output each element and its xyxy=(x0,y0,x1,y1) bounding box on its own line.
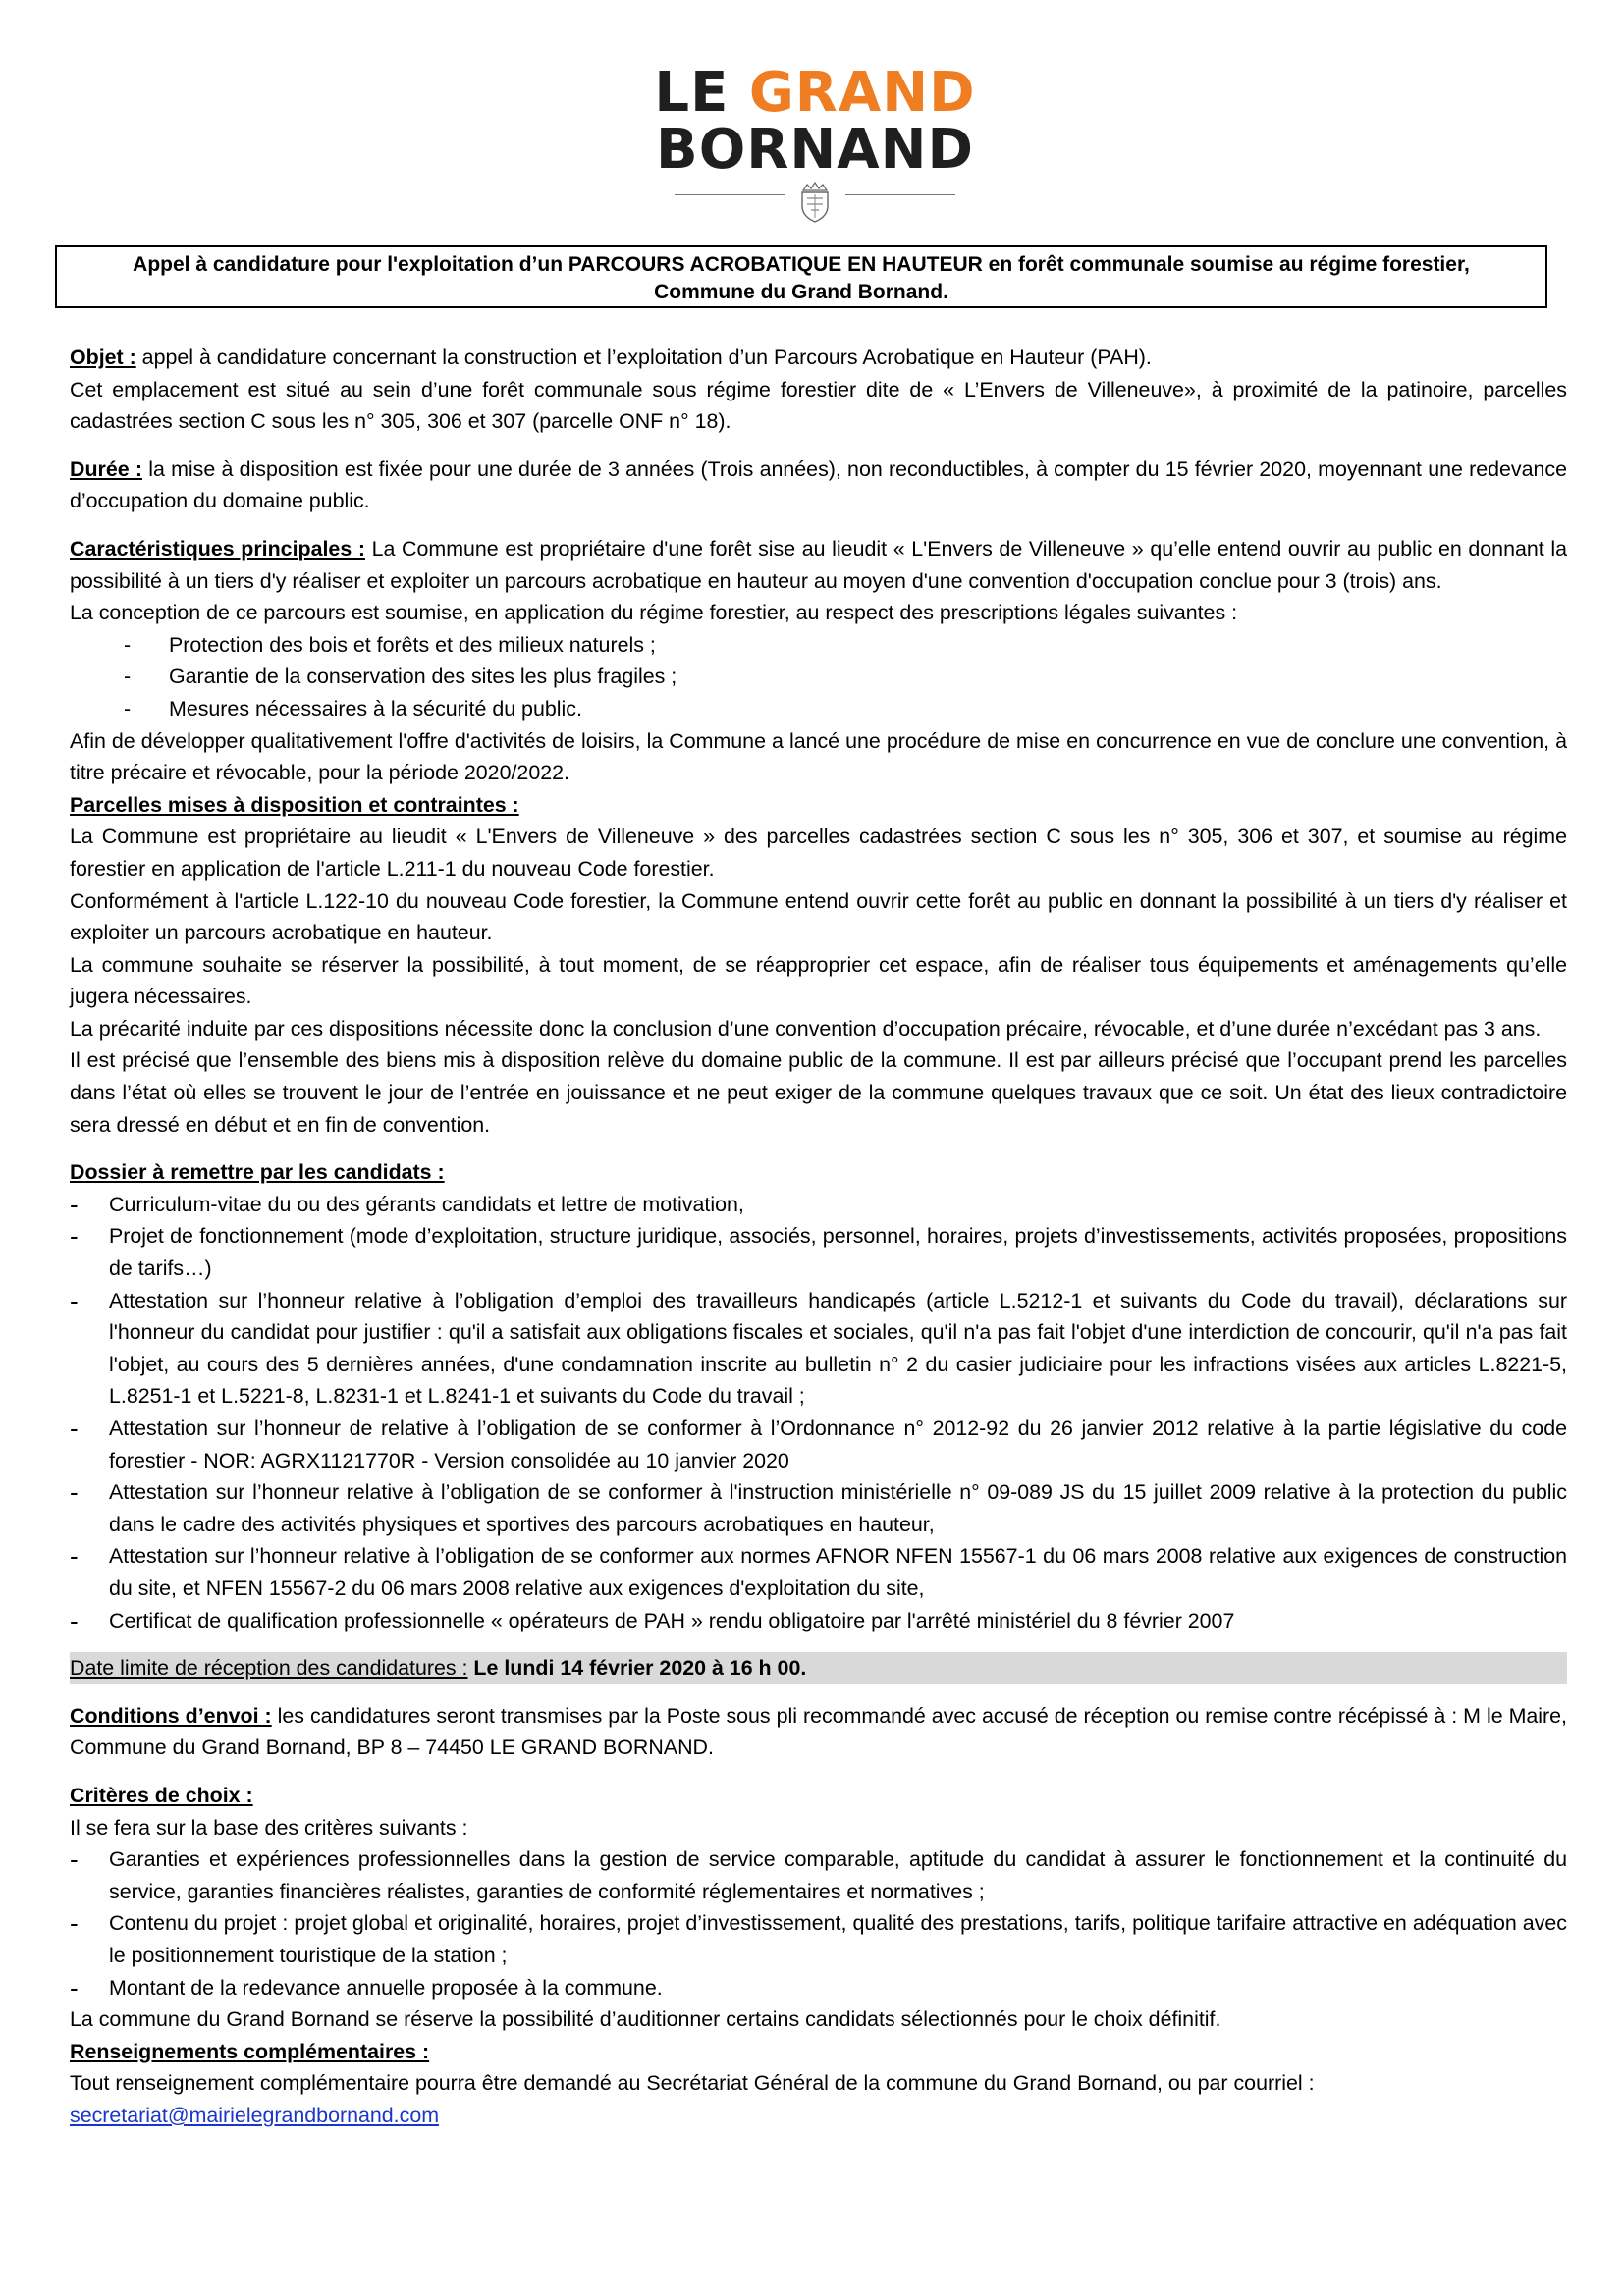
list-item xyxy=(70,1413,1567,1476)
list-item xyxy=(70,1189,1567,1221)
list-item xyxy=(70,1972,1567,2004)
parcelles-p4: La précarité induite par ces dispositions nécessite donc la conclusion d’une convention d’occupation précaire, révocable, et d’une durée n’excédant pas 3 ans. xyxy=(70,1016,1542,1041)
title-box xyxy=(55,245,1547,308)
list-marker: - xyxy=(70,1221,79,1252)
list-item xyxy=(70,1476,1567,1540)
logo-rule-left xyxy=(675,194,785,195)
criteres-label: Critères de choix : xyxy=(70,1783,253,1807)
caracteristiques-paragraph xyxy=(70,533,1567,597)
conditions-text: les candidatures seront transmises par la Poste sous pli recommandé avec accusé de réception ou remise contre récépissé à : M le Maire, Commune du Grand Bornand, BP 8 – 74450 LE GRAND BORNAND. xyxy=(70,1703,1567,1760)
list-item-text: Projet de fonctionnement (mode d’exploitation, structure juridique, associés, personnel, horaires, projets d’investissements, activités proposées, propositions de tarifs…) xyxy=(109,1224,1567,1281)
logo-word-le: LE xyxy=(654,61,730,125)
parcelles-p1: La Commune est propriétaire au lieudit « L'Envers de Villeneuve » des parcelles cadastrées section C sous les n° 305, 306 et 307, et soumise au régime forestier en application de l'article L.211-1 du nouveau Code forestier. xyxy=(70,825,1567,881)
list-item-text: Garanties et expériences professionnelles dans la gestion de service comparable, aptitude du candidat à assurer le fonctionnement et la continuité du service, garanties financières réalistes, garanties de conformité réglementaires et normatives ; xyxy=(109,1847,1567,1903)
dossier-heading xyxy=(70,1156,1567,1189)
parcelles-p5: Il est précisé que l’ensemble des biens mis à disposition relève du domaine public de la commune. Il est par ailleurs précisé que l’occupant prend les parcelles dans l’état où elles se trouvent le jour de l’entrée en jouissance et ne peut exiger de la commune quelques travaux que ce soit. Un état des lieux contradictoire sera dressé en début et en fin de convention. xyxy=(70,1048,1567,1137)
duree-text: la mise à disposition est fixée pour une durée de 3 années (Trois années), non reconductibles, à compter du 15 février 2020, moyennant une redevance d’occupation du domaine public. xyxy=(70,456,1567,513)
list-item-text: Certificat de qualification professionnelle « opérateurs de PAH » rendu obligatoire par l'arrêté ministériel du 8 février 2007 xyxy=(109,1608,1235,1632)
caracteristiques-label: Caractéristiques principales : xyxy=(70,536,365,561)
list-item-text: Attestation sur l’honneur de relative à l’obligation de se conformer à l’Ordonnance n° 2012-92 du 26 janvier 2012 relative à la partie législative du code forestier - NOR: AGRX1121770R - Version consolidée au 10 janvier 2020 xyxy=(109,1416,1567,1472)
logo-word-grand: GRAND xyxy=(748,61,976,125)
deadline-banner xyxy=(70,1652,1567,1684)
list-marker: - xyxy=(70,1477,79,1508)
list-item-text: Montant de la redevance annuelle proposée à la commune. xyxy=(109,1975,663,2000)
list-item-text: Curriculum-vitae du ou des gérants candidats et lettre de motivation, xyxy=(109,1192,744,1216)
caracteristiques-text: La Commune est propriétaire d'une forêt sise au lieudit « L'Envers de Villeneuve » qu’elle entend ouvrir au public en donnant la possibilité à un tiers d'y réaliser et exploiter un parcours acrobatique en hauteur au moyen d'une convention d'occupation conclue pour 3 (trois) ans. xyxy=(70,536,1567,593)
parcelles-heading xyxy=(70,789,1567,822)
list-marker: - xyxy=(70,1414,79,1443)
conditions-label: Conditions d’envoi : xyxy=(70,1703,272,1728)
logo xyxy=(653,61,977,241)
parcelles-label: Parcelles mises à disposition et contraintes : xyxy=(70,792,519,817)
list-marker: - xyxy=(70,1844,79,1875)
list-item xyxy=(70,1605,1567,1637)
list-marker: - xyxy=(70,1605,79,1635)
list-item-text: Attestation sur l’honneur relative à l’obligation de se conformer à l'instruction ministérielle n° 09-089 JS du 15 juillet 2009 relative à la protection du public dans le cadre des activités physiques et sportives des parcours acrobatiques en hauteur, xyxy=(109,1480,1567,1536)
duree-label: Durée : xyxy=(70,456,142,481)
list-marker: - xyxy=(70,1285,79,1315)
parcelles-p3: La commune souhaite se réserver la possibilité, à tout moment, de se réapproprier cet espace, afin de réaliser tous équipements et aménagements qu’elle jugera nécessaires. xyxy=(70,952,1567,1009)
parcelles-p2: Conformément à l'article L.122-10 du nouveau Code forestier, la Commune entend ouvrir cette forêt au public en donnant la possibilité à un tiers d'y réaliser et exploiter un parcours acrobatique en hauteur. xyxy=(70,888,1567,945)
email-link[interactable]: secretariat@mairielegrandbornand.com xyxy=(70,2103,440,2127)
list-item-text: Protection des bois et forêts et des milieux naturels ; xyxy=(169,632,656,657)
renseignements-label: Renseignements complémentaires : xyxy=(70,2039,430,2063)
list-marker: - xyxy=(124,665,132,689)
list-marker: - xyxy=(124,696,132,721)
logo-line-1 xyxy=(653,61,977,125)
list-marker: - xyxy=(70,1189,79,1219)
objet-label: Objet : xyxy=(70,346,136,369)
criteres-heading xyxy=(70,1780,1567,1812)
list-item xyxy=(70,1285,1567,1413)
list-item xyxy=(70,629,1567,662)
caracteristiques-conclusion: Afin de développer qualitativement l'offre d'activités de loisirs, la Commune a lancé une procédure de mise en concurrence en vue de conclure une convention, à titre précaire et révocable, pour la période 2020/2022. xyxy=(70,728,1567,785)
objet-text: appel à candidature concernant la construction et l’exploitation d’un Parcours Acrobatique en Hauteur (PAH). xyxy=(135,346,1152,369)
objet-location: Cet emplacement est situé au sein d’une forêt communale sous régime forestier dite de « L’Envers de Villeneuve», à proximité de la patinoire, parcelles cadastrées section C sous les n° 305, 306 et 307 (parcelle ONF n° 18). xyxy=(70,377,1567,434)
list-item xyxy=(70,1540,1567,1604)
criteres-outro: La commune du Grand Bornand se réserve la possibilité d’auditionner certains candidats sélectionnés pour le choix définitif. xyxy=(70,2007,1221,2032)
criteres-list xyxy=(70,1843,1567,2003)
list-marker: - xyxy=(124,632,132,657)
conditions-paragraph xyxy=(70,1700,1567,1764)
list-item-text: Contenu du projet : projet global et originalité, horaires, projet d’investissement, qualité des prestations, tarifs, politique tarifaire attractive en adéquation avec le positionnement touristique de la station ; xyxy=(109,1911,1567,1967)
renseignements-heading xyxy=(70,2036,1567,2068)
document-body xyxy=(70,342,1567,2131)
renseignements-text: Tout renseignement complémentaire pourra être demandé au Secrétariat Général de la commune du Grand Bornand, ou par courriel : xyxy=(70,2071,1315,2096)
email-line xyxy=(70,2100,1567,2132)
dossier-list xyxy=(70,1189,1567,1636)
prescriptions-list xyxy=(70,629,1567,725)
caracteristiques-intro: La conception de ce parcours est soumise, en application du régime forestier, au respect des prescriptions légales suivantes : xyxy=(70,601,1238,625)
logo-word-bornand: BORNAND xyxy=(656,118,974,182)
dossier-label: Dossier à remettre par les candidats : xyxy=(70,1160,445,1185)
deadline-value: Le lundi 14 février 2020 à 16 h 00. xyxy=(467,1656,807,1681)
list-item xyxy=(70,1843,1567,1907)
list-marker: - xyxy=(70,1541,79,1572)
list-item xyxy=(70,1907,1567,1971)
list-item-text: Mesures nécessaires à la sécurité du public. xyxy=(169,696,582,721)
list-item xyxy=(70,693,1567,725)
logo-rule-right xyxy=(845,194,955,195)
list-item-text: Garantie de la conservation des sites les plus fragiles ; xyxy=(169,665,677,689)
list-marker: - xyxy=(70,1908,79,1939)
list-item xyxy=(70,1220,1567,1284)
list-item xyxy=(70,661,1567,693)
deadline-label: Date limite de réception des candidatures : xyxy=(70,1656,468,1681)
objet-paragraph xyxy=(70,342,1567,374)
duree-paragraph xyxy=(70,454,1567,517)
list-item-text: Attestation sur l’honneur relative à l’obligation d’emploi des travailleurs handicapés (article L.5212-1 et suivants du Code du travail), déclarations sur l'honneur du candidat pour justifier : qu'il a satisfait aux obligations fiscales et sociales, qu'il n'a pas fait l'objet d'une interdiction de concourir, qu'il n'a pas fait l'objet, au cours des 5 dernières années, d'une condamnation inscrite au bulletin n° 2 du casier judiciaire pour les infractions visées aux articles L.8221-5, L.8251-1 et L.5221-8, L.8231-1 et L.8241-1 et suivants du Code du travail ; xyxy=(109,1288,1567,1409)
title-line-1: Appel à candidature pour l'exploitation d’un PARCOURS ACROBATIQUE EN HAUTEUR en forêt communale soumise au régime forestier, xyxy=(133,253,1470,276)
coat-of-arms-icon xyxy=(797,181,833,224)
list-marker: - xyxy=(70,1972,79,2002)
list-item-text: Attestation sur l’honneur relative à l’obligation de se conformer aux normes AFNOR NFEN 15567-1 du 06 mars 2008 relative aux exigences de construction du site, et NFEN 15567-2 du 06 mars 2008 relative aux exigences d'exploitation du site, xyxy=(109,1544,1567,1600)
criteres-intro: Il se fera sur la base des critères suivants : xyxy=(70,1815,468,1840)
title-line-2: Commune du Grand Bornand. xyxy=(654,281,948,303)
